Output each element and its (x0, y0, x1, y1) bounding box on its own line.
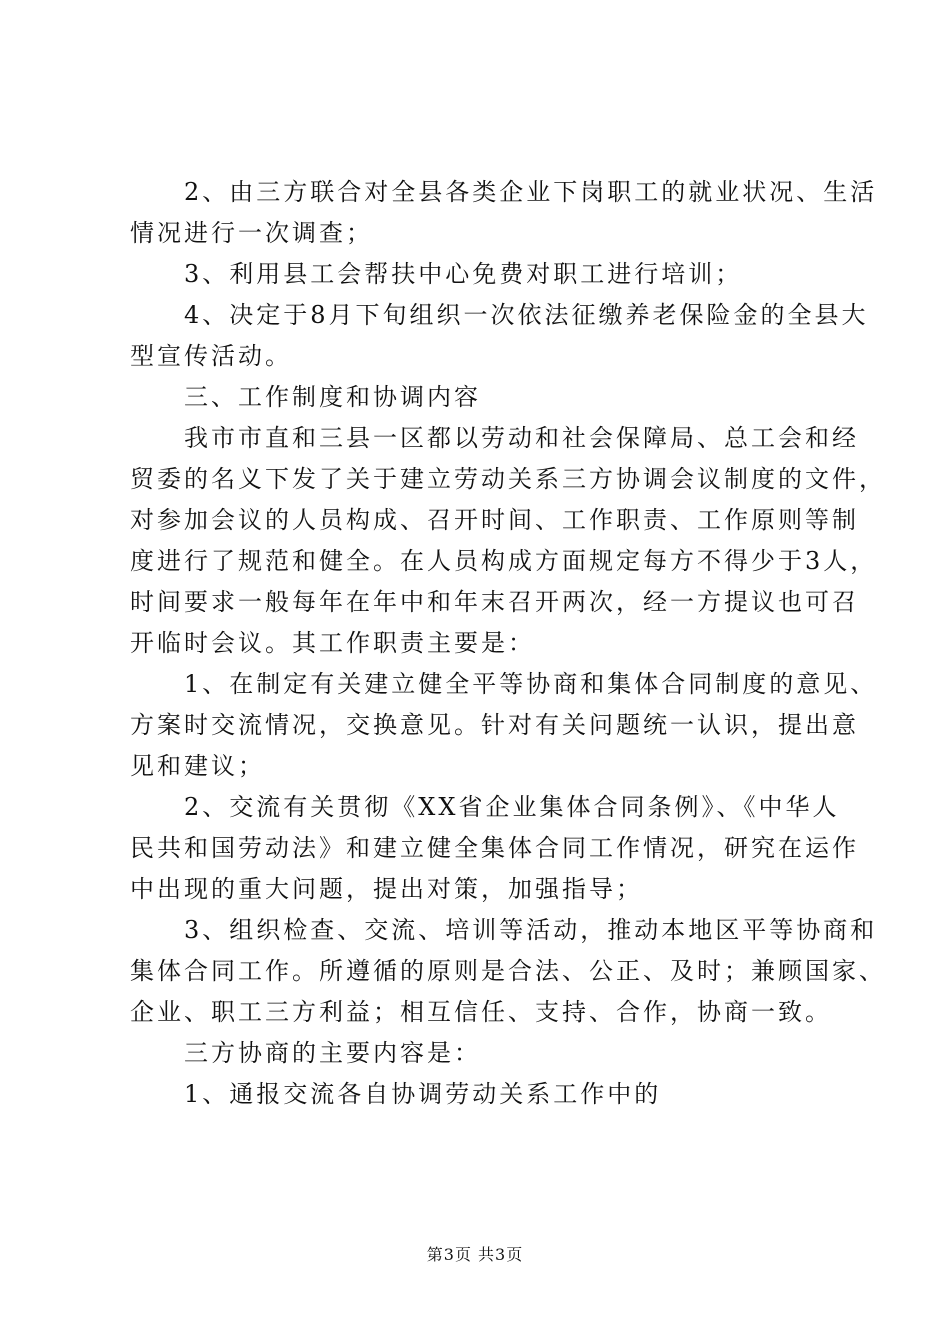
text-line: 对参加会议的人员构成、召开时间、工作职责、工作原则等制 (130, 506, 859, 534)
text-line: 2、交流有关贯彻《XX省企业集体合同条例》、《中华人 (130, 793, 840, 821)
text-line: 开临时会议。其工作职责主要是： (130, 629, 535, 657)
text-line: 贸委的名义下发了关于建立劳动关系三方协调会议制度的文件， (130, 465, 886, 493)
text-line: 度进行了规范和健全。在人员构成方面规定每方不得少于3人， (130, 547, 878, 575)
text-line: 企业、职工三方利益；相互信任、支持、合作，协商一致。 (130, 998, 832, 1026)
text-line: 我市市直和三县一区都以劳动和社会保障局、总工会和经 (130, 424, 859, 452)
text-line: 中出现的重大问题，提出对策，加强指导； (130, 875, 643, 903)
text-line: 民共和国劳动法》和建立健全集体合同工作情况，研究在运作 (130, 834, 859, 862)
text-line: 方案时交流情况，交换意见。针对有关问题统一认识，提出意 (130, 711, 859, 739)
text-line: 集体合同工作。所遵循的原则是合法、公正、及时；兼顾国家、 (130, 957, 886, 985)
text-line: 3、组织检查、交流、培训等活动，推动本地区平等协商和 (130, 916, 878, 944)
text-line: 2、由三方联合对全县各类企业下岗职工的就业状况、生活 (130, 178, 878, 206)
text-line: 三方协商的主要内容是： (130, 1039, 481, 1067)
text-line: 时间要求一般每年在年中和年末召开两次，经一方提议也可召 (130, 588, 859, 616)
page-number-footer: 第3页 共3页 (426, 1245, 524, 1264)
text-line: 见和建议； (130, 752, 265, 780)
section-heading: 三、工作制度和协调内容 (130, 383, 481, 411)
text-line: 型宣传活动。 (130, 342, 292, 370)
text-line: 3、利用县工会帮扶中心免费对职工进行培训； (130, 260, 743, 288)
body-text (130, 172, 886, 1115)
text-line: 1、在制定有关建立健全平等协商和集体合同制度的意见、 (130, 670, 878, 698)
text-line: 情况进行一次调查； (130, 219, 373, 247)
text-line: 4、决定于8月下旬组织一次依法征缴养老保险金的全县大 (130, 301, 869, 329)
text-line: 1、通报交流各自协调劳动关系工作中的 (130, 1080, 662, 1108)
